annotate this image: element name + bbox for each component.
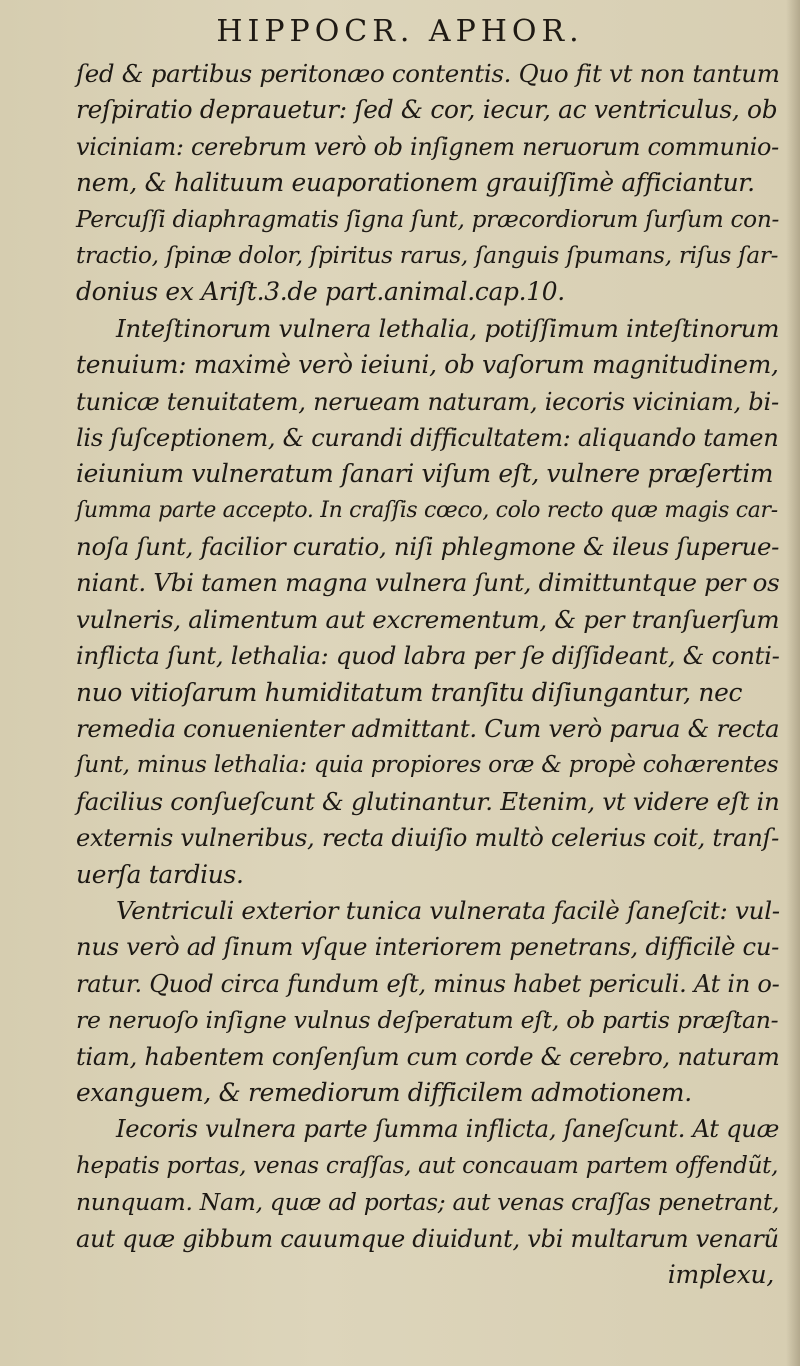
text-line: externis vulneribus, recta diuiſio multò celerius coit, tranſ- [76, 824, 780, 853]
text-line: ieiunium vulneratum ſanari viſum eſt, vulnere præſertim [76, 459, 774, 489]
text-line: nem, & halituum euaporationem grauiſſimè afficiantur. [76, 168, 755, 198]
running-head: HIPPOCR. APHOR. [216, 14, 584, 49]
text-line: uerſa tardius. [76, 859, 244, 889]
body-text [76, 56, 784, 1293]
text-line: tenuium: maximè verò ieiuni, ob vaſorum magnitudinem, [76, 350, 779, 380]
text-line: tiam, habentem conſenſum cum corde & cerebro, naturam [76, 1042, 780, 1071]
text-line: hepatis portas, venas craſſas, aut concauam partem offendũt, [76, 1152, 779, 1179]
text-line: nuo vitioſarum humiditatum tranſitu diſiungantur, nec [76, 677, 743, 707]
text-line: re neruoſo inſigne vulnus deſperatum eſt, ob partis præſtan- [76, 1006, 779, 1035]
text-line: remedia conuenienter admittant. Cum verò parua & recta [76, 714, 780, 744]
paragraph-start-line: Inteſtinorum vulnera lethalia, potiſſimum inteſtinorum [116, 313, 780, 343]
paragraph-start-line: Ventriculi exterior tunica vulnerata facilè ſaneſcit: vul- [116, 895, 780, 925]
text-line: facilius conſueſcunt & glutinantur. Etenim, vt videre eſt in [76, 786, 780, 816]
text-line: Percuſſi diaphragmatis ſigna ſunt, præcordiorum ſurſum con- [76, 205, 779, 233]
text-line: nunquam. Nam, quæ ad portas; aut venas craſſas penetrant, [76, 1188, 780, 1217]
text-line: reſpiratio deprauetur: ſed & cor, iecur, ac ventriculus, ob [76, 95, 778, 125]
text-line: ſed & partibus peritonæo contentis. Quo fit vt non tantum [76, 59, 780, 88]
text-line: viciniam: cerebrum verò ob inſignem neruorum communio- [76, 132, 779, 161]
text-line: nus verò ad ſinum vſque interiorem penetrans, difficilè cu- [76, 932, 780, 962]
text-line: niant. Vbi tamen magna vulnera ſunt, dimittuntque per os [76, 568, 780, 598]
text-line: noſa ſunt, facilior curatio, niſi phlegmone & ileus ſuperue- [76, 532, 780, 562]
text-line: ſumma parte accepto. In craſſis cœco, colo recto quæ magis car- [76, 497, 778, 523]
text-line: ratur. Quod circa fundum eſt, minus habet periculi. At in o- [76, 969, 780, 998]
paragraph-start-line: Iecoris vulnera parte ſumma inflicta, ſaneſcunt. At quæ [116, 1115, 780, 1144]
catchword: implexu, [667, 1259, 774, 1289]
text-line: inflicta ſunt, lethalia: quod labra per ſe diſſideant, & conti- [76, 641, 780, 671]
text-line: lis ſuſceptionem, & curandi difficultatem: aliquando tamen [76, 423, 779, 452]
text-line: exanguem, & remediorum difficilem admotionem. [76, 1077, 692, 1107]
text-line: ſunt, minus lethalia: quia propiores oræ & propè cohærentes [76, 751, 779, 779]
text-line: aut quæ gibbum cauumque diuidunt, vbi multarum venarũ [76, 1224, 779, 1253]
text-line: vulneris, alimentum aut excrementum, & per tranſuerſum [76, 604, 780, 634]
text-line: tractio, ſpinæ dolor, ſpiritus rarus, ſanguis ſpumans, riſus ſar- [76, 242, 779, 269]
text-line: donius ex Ariſt.3.de part.animal.cap.10. [76, 277, 565, 307]
text-line: tunicæ tenuitatem, nerueam naturam, iecoris viciniam, bi- [76, 386, 779, 416]
